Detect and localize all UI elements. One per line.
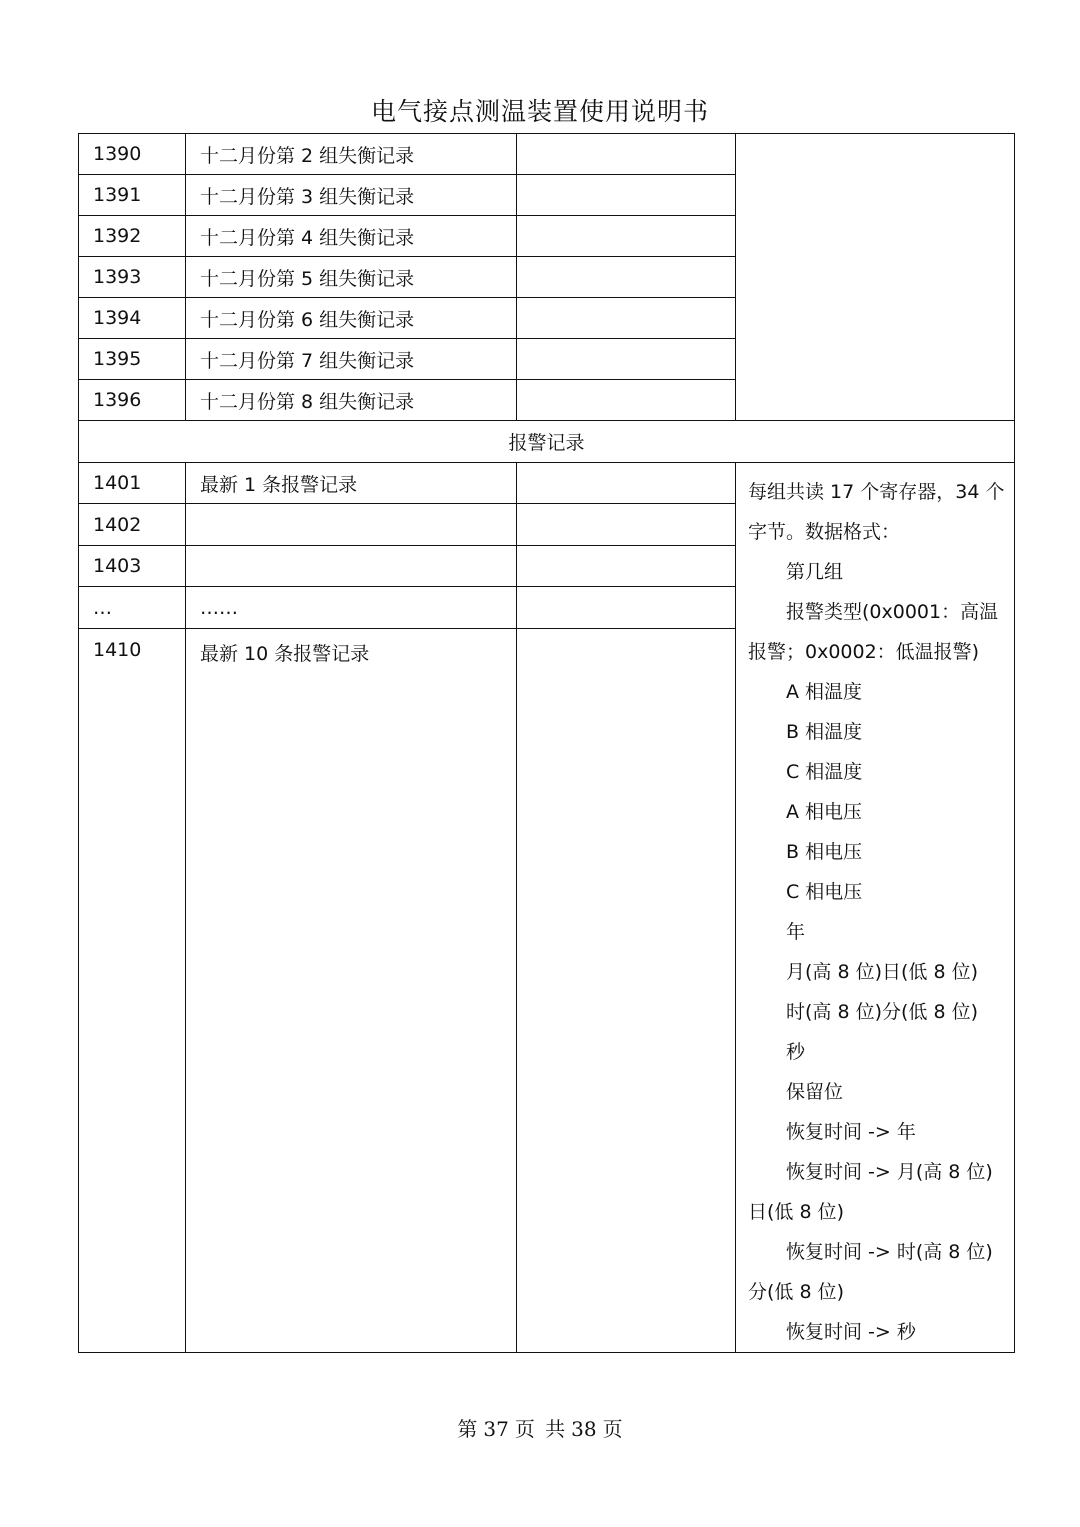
value-cell [517, 216, 736, 257]
description-line: 时(高 8 位)分(低 8 位) [786, 1001, 978, 1023]
page-label-prefix: 第 [457, 1417, 478, 1441]
value-cell [517, 587, 736, 628]
address-cell: 1402 [79, 504, 186, 545]
address-cell: 1410 [79, 628, 186, 1352]
address-cell: 1403 [79, 545, 186, 586]
description-line: B 相温度 [786, 721, 863, 743]
value-cell [517, 257, 736, 298]
page-label-mid: 页 共 [514, 1417, 566, 1441]
description-line: 报警；0x0002：低温报警) [748, 641, 980, 663]
value-cell [517, 628, 736, 1352]
description-line: A 相电压 [786, 801, 863, 823]
description-line: 日(低 8 位) [748, 1201, 844, 1223]
table-row [79, 463, 1015, 504]
address-cell: 1391 [79, 175, 186, 216]
description-line: C 相电压 [786, 881, 863, 903]
name-cell: 十二月份第 3 组失衡记录 [186, 175, 517, 216]
description-line: 分(低 8 位) [748, 1281, 844, 1303]
section-header-row [79, 421, 1015, 463]
value-cell [517, 504, 736, 545]
name-cell: 十二月份第 8 组失衡记录 [186, 380, 517, 421]
address-cell: 1390 [79, 134, 186, 175]
name-cell: 十二月份第 4 组失衡记录 [186, 216, 517, 257]
document-title: 电气接点测温装置使用说明书 [370, 97, 709, 126]
value-cell [517, 339, 736, 380]
value-cell [517, 380, 736, 421]
description-line: 恢复时间 -> 秒 [786, 1321, 916, 1343]
table-row [79, 134, 1015, 175]
description-line: 第几组 [786, 561, 844, 583]
register-table [78, 133, 1015, 1353]
description-line: 字节。数据格式： [748, 521, 901, 543]
name-cell: 十二月份第 7 组失衡记录 [186, 339, 517, 380]
page-number-total: 38 [571, 1417, 597, 1441]
name-cell: …… [186, 587, 517, 628]
description-line: 每组共读 17 个寄存器，34 个 [748, 481, 1005, 503]
address-cell: … [79, 587, 186, 628]
description-line: 恢复时间 -> 时(高 8 位) [786, 1241, 993, 1263]
description-line: B 相电压 [786, 841, 863, 863]
address-cell: 1401 [79, 463, 186, 504]
description-line: 报警类型(0x0001：高温 [786, 601, 999, 623]
name-cell: 最新 10 条报警记录 [186, 628, 517, 1352]
address-cell: 1394 [79, 298, 186, 339]
value-cell [517, 298, 736, 339]
page-number-current: 37 [483, 1417, 509, 1441]
name-cell [186, 504, 517, 545]
description-line: 恢复时间 -> 年 [786, 1121, 916, 1143]
description-line: 恢复时间 -> 月(高 8 位) [786, 1161, 993, 1183]
page-footer [0, 1413, 1080, 1442]
description-line: 秒 [786, 1041, 806, 1063]
address-cell: 1393 [79, 257, 186, 298]
name-cell [186, 545, 517, 586]
name-cell: 十二月份第 5 组失衡记录 [186, 257, 517, 298]
description-line: 月(高 8 位)日(低 8 位) [786, 961, 978, 983]
address-cell: 1392 [79, 216, 186, 257]
value-cell [517, 134, 736, 175]
page-label-suffix: 页 [602, 1417, 623, 1441]
note-cell [736, 134, 1015, 421]
address-cell: 1395 [79, 339, 186, 380]
value-cell [517, 463, 736, 504]
name-cell: 十二月份第 2 组失衡记录 [186, 134, 517, 175]
name-cell: 最新 1 条报警记录 [186, 463, 517, 504]
address-cell: 1396 [79, 380, 186, 421]
description-line: A 相温度 [786, 681, 863, 703]
name-cell: 十二月份第 6 组失衡记录 [186, 298, 517, 339]
value-cell [517, 175, 736, 216]
data-format-description [736, 463, 1015, 1353]
description-line: 年 [786, 921, 806, 943]
description-line: C 相温度 [786, 761, 863, 783]
section-title: 报警记录 [79, 421, 1015, 463]
description-line: 保留位 [786, 1081, 844, 1103]
value-cell [517, 545, 736, 586]
